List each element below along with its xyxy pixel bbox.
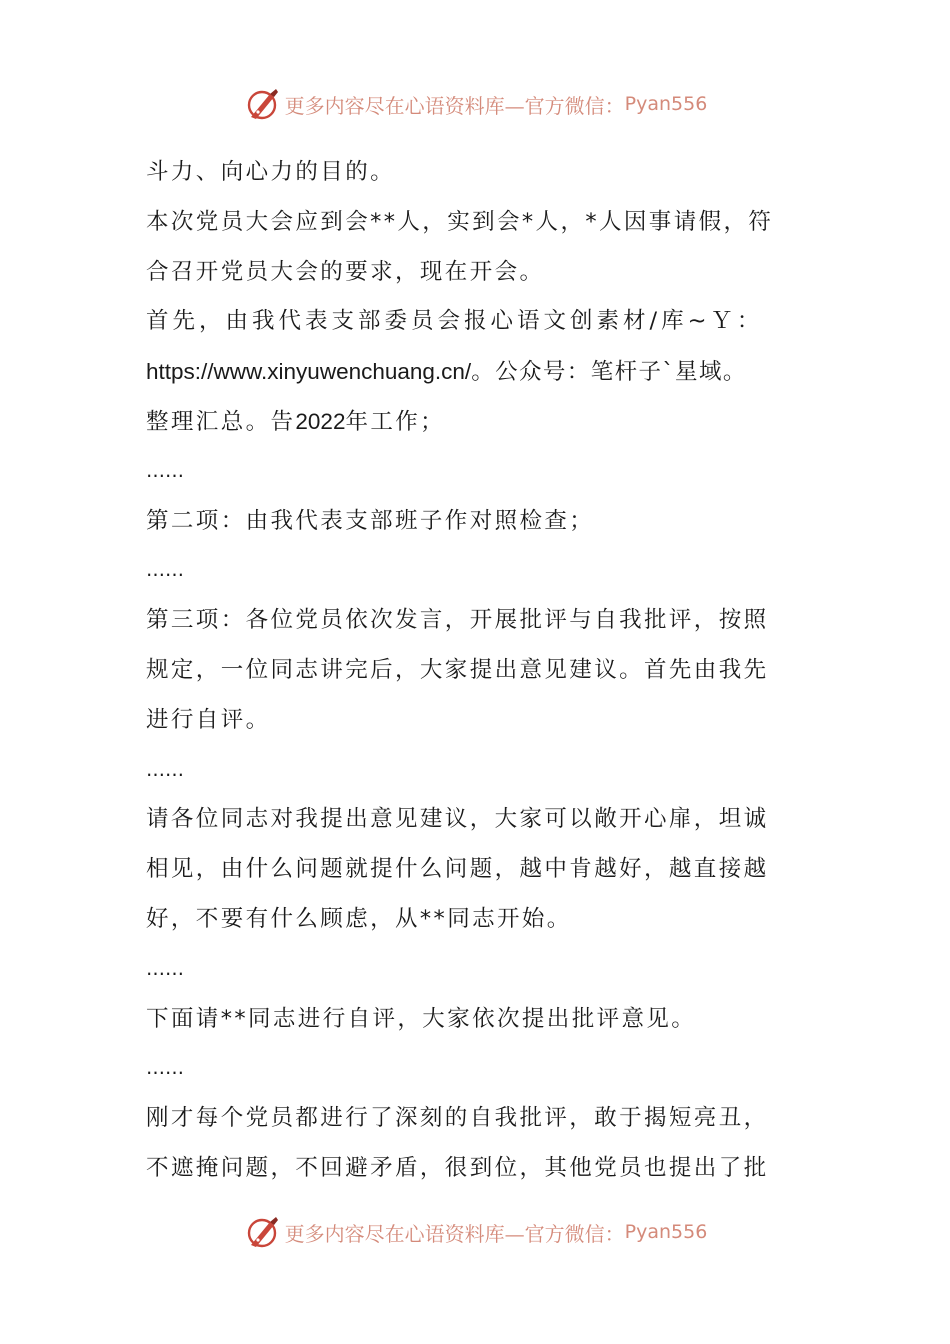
text-line: 刚才每个党员都进行了深刻的自我批评，敢于揭短亮丑， xyxy=(146,1105,769,1132)
text-fragment: 年工作； xyxy=(345,408,446,435)
url-link[interactable]: https://www.xinyuwenchuang.cn/ xyxy=(146,359,472,385)
text-line: 下面请**同志进行自评，大家依次提出批评意见。 xyxy=(146,1005,697,1032)
ellipsis-line: …… xyxy=(146,459,184,482)
ellipsis-line: …… xyxy=(146,559,184,582)
text-line: 相见，由什么问题就提什么问题，越中肯越好，越直接越 xyxy=(146,856,769,883)
year-number: 2022 xyxy=(295,408,346,434)
text-line xyxy=(146,397,808,447)
text-line: 第二项：由我代表支部班子作对照检查； xyxy=(146,507,595,534)
text-line: 进行自评。 xyxy=(146,706,271,733)
pen-nib-circle-icon xyxy=(243,85,281,123)
ellipsis-line: …… xyxy=(146,1057,184,1080)
text-line: 规定，一位同志讲完后，大家提出意见建议。首先由我先 xyxy=(146,656,769,683)
text-line: 好，不要有什么顾虑，从**同志开始。 xyxy=(146,905,572,932)
text-line: 第三项：各位党员依次发言，开展批评与自我批评，按照 xyxy=(146,607,769,634)
watermark-wechat-id: Pyan556 xyxy=(624,1221,708,1243)
text-line: 不遮掩问题，不回避矛盾，很到位，其他党员也提出了批 xyxy=(146,1154,769,1181)
text-line: 首先，由我代表支部委员会报心语文创素材/库~Ｙ： xyxy=(146,308,764,335)
text-line: 请各位同志对我提出意见建议，大家可以敞开心扉，坦诚 xyxy=(146,806,769,833)
text-fragment: 。公众号：笔杆子`星域。 xyxy=(471,359,747,386)
watermark-site-text: 更多内容尽在心语资料库—官方微信： xyxy=(284,1221,625,1246)
text-line: 斗力、向心力的目的。 xyxy=(146,159,396,185)
header-watermark xyxy=(0,82,950,126)
text-line xyxy=(146,347,808,397)
text-line: 合召开党员大会的要求，现在开会。 xyxy=(146,258,545,285)
text-line: 本次党员大会应到会**人，实到会*人，*人因事请假，符 xyxy=(146,208,774,235)
document-body xyxy=(146,148,808,1194)
watermark-wechat-id: Pyan556 xyxy=(624,93,708,115)
text-fragment: 整理汇总。告 xyxy=(146,408,296,435)
pen-nib-circle-icon xyxy=(243,1213,281,1251)
footer-watermark xyxy=(0,1210,950,1254)
ellipsis-line: …… xyxy=(146,758,184,781)
ellipsis-line: …… xyxy=(146,957,184,980)
watermark-site-text: 更多内容尽在心语资料库—官方微信： xyxy=(284,93,625,118)
